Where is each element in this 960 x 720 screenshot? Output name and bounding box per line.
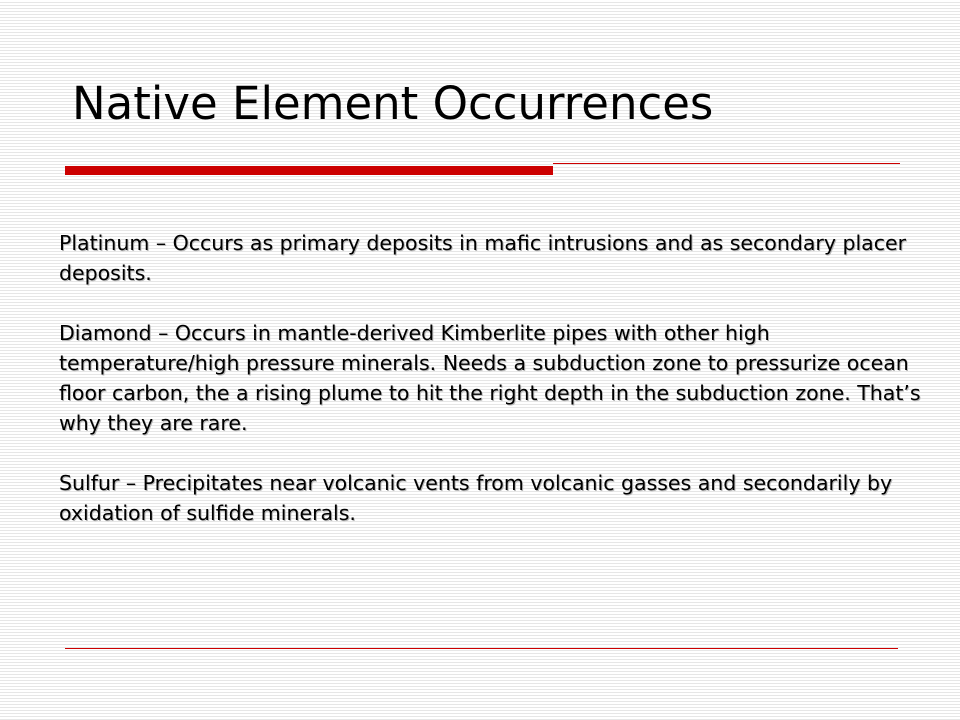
paragraph-diamond: Diamond – Occurs in mantle-derived Kimberlite pipes with other high temperature/high pressure minerals. Needs a subduction zone to pressurize ocean floor carbon, the a rising plume to hit the right depth in the subduction zone. That’s why they are rare.: [59, 321, 921, 435]
title-underline-thin: [553, 163, 900, 164]
footer-divider: [65, 648, 898, 649]
slide-body: [59, 228, 927, 528]
paragraph-platinum: Platinum – Occurs as primary deposits in mafic intrusions and as secondary placer deposits.: [59, 231, 907, 285]
title-underline-thick: [65, 166, 553, 175]
paragraph-sulfur: Sulfur – Precipitates near volcanic vents from volcanic gasses and secondarily by oxidation of sulfide minerals.: [59, 471, 893, 525]
slide-title: Native Element Occurrences: [72, 77, 714, 130]
